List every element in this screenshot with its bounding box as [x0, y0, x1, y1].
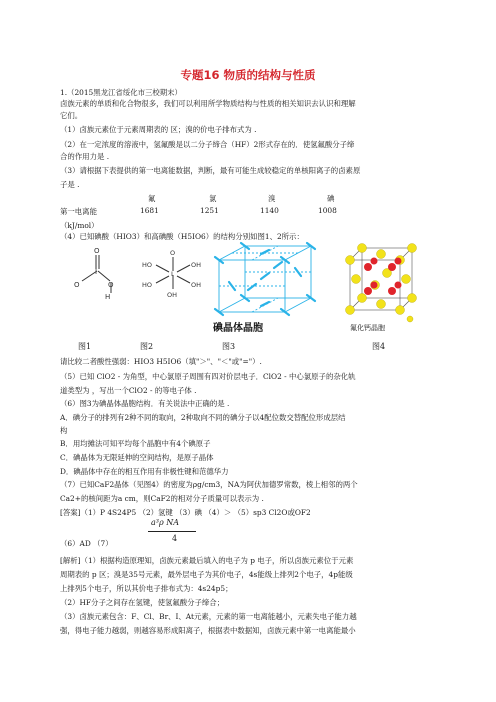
explanation-line: [解析]（1）根据构造原理知，卤族元素最后填入的电子为 p 电子，所以卤族元素位于元素 [60, 556, 354, 565]
answer-line: （6）AD （7） [60, 539, 113, 548]
table-header: 碘 [327, 194, 335, 203]
option-c: C．碘晶体为无限延伸的空间结构，是原子晶体 [60, 453, 214, 462]
svg-text:O: O [108, 281, 114, 289]
fig1-caption: 图1 [78, 342, 92, 351]
answer-line: [答案]（1）P 4S24P5 （2）氢键 （3）碘 （4）＞ （5）sp3 Cl2O或OF2 [60, 508, 311, 517]
table-cell: 1008 [318, 206, 337, 215]
sub-question-1: （1）卤族元素位于元素周期表的 区；溴的价电子排布式为 . [60, 125, 257, 134]
explanation-line: 周期表的 p 区；溴是35号元素，最外层电子为其价电子，4s能级上排列2个电子，4p能级 [60, 570, 353, 579]
hio3-structure-figure [68, 243, 128, 299]
sub-question-3: （3）请根据下表提供的第一电离能数据，判断，最有可能生成较稳定的单核阳离子的卤素原 [60, 166, 361, 175]
table-cell: 1681 [140, 206, 159, 215]
explanation-line: 强，得电子能力越弱，则越容易形成阳离子，根据表中数据知，卤族元素中第一电离能最小 [60, 626, 356, 635]
sub-question-7: Ca2+的核间距为a cm，则CaF2的相对分子质量可以表示为 . [60, 494, 264, 503]
svg-text:O: O [74, 281, 80, 289]
sub-question-6: （6）图3为碘晶体晶胞结构．有关说法中正确的是 . [60, 399, 230, 408]
svg-text:OH: OH [191, 281, 202, 289]
table-row-label: 第一电离能 [60, 207, 97, 216]
sub-question-5: （5）已知 ClO2 - 为角型，中心氯原子周围有四对价层电子．ClO2 - 中心氯原子的杂化轨 [60, 372, 356, 381]
svg-text:O: O [170, 249, 176, 257]
explanation-line: （3）卤族元素包含：F、Cl、Br、I、At元素，元素的第一电离能越小，元素失电子能力越 [60, 612, 357, 621]
svg-text:H: H [105, 293, 111, 299]
svg-text:I: I [95, 268, 98, 276]
sub-question-4-compare: 请比较二者酸性强弱：HIO3 H5IO6（填"＞"、"＜"或"="）. [60, 357, 262, 366]
table-header: 氟 [148, 194, 156, 203]
svg-text:O: O [94, 247, 100, 255]
formula-numerator: a³ρ NA [151, 518, 179, 527]
option-b: B．用均摊法可知平均每个晶胞中有4个碘原子 [60, 439, 211, 448]
svg-text:HO: HO [142, 261, 153, 269]
svg-text:HO: HO [142, 281, 153, 289]
iodine-crystal-cell-figure [205, 238, 335, 338]
caf2-crystal-cell-figure [344, 240, 420, 335]
formula-denominator: 4 [172, 534, 178, 543]
option-a: 构 [60, 426, 68, 435]
explanation-line: （2）HF分子之间存在氢键，使氢氟酸分子缔合； [60, 598, 225, 607]
svg-text:OH: OH [191, 261, 202, 269]
sub-question-5: 道类型为 ，写出一个ClO2 - 的等电子体 . [60, 386, 197, 395]
intro-line: 它们。 [60, 111, 83, 120]
explanation-line: 上排列5个电子，所以其价电子排布式为：4s24p5； [60, 584, 233, 593]
sub-question-2: 合的作用力是 . [60, 152, 110, 161]
option-d: D．碘晶体中存在的相互作用有非极性键和范德华力 [60, 467, 229, 476]
table-cell: 1251 [200, 206, 219, 215]
fig4-caption: 图4 [372, 342, 386, 351]
svg-text:OH: OH [167, 291, 178, 299]
h5io6-structure-figure [138, 245, 208, 301]
table-header: 溴 [268, 194, 276, 203]
option-a: A．碘分子的排列有2种不同的取向，2种取向不同的碘分子以4配位数交替配位形成层结 [60, 413, 346, 422]
sub-question-7: （7）已知CaF2晶体（见图4）的密度为ρg/cm3，NA为阿伏加德罗常数，棱上相邻的两个 [60, 480, 358, 489]
fig2-caption: 图2 [140, 342, 154, 351]
intro-line: 卤族元素的单质和化合物很多，我们可以利用所学物质结构与性质的相关知识去认识和理解 [60, 99, 356, 108]
table-header: 氯 [209, 194, 217, 203]
question-header: 1.（2015黑龙江省绥化市三校期末） [60, 88, 182, 97]
page-title: 专题16 物质的结构与性质 [180, 68, 316, 82]
fig4-label: 氟化钙晶胞 [350, 324, 385, 332]
sub-question-2: （2）在一定浓度的溶液中，氢氟酸是以二分子缔合（HF）2形式存在的．使氢氟酸分子缔 [60, 140, 355, 149]
fig3-label: 碘晶体晶胞 [213, 323, 263, 334]
svg-text:I: I [171, 270, 173, 278]
sub-question-3: 子是 . [60, 180, 80, 189]
fig3-caption: 图3 [222, 342, 236, 351]
fraction-bar [148, 531, 196, 532]
table-cell: 1140 [260, 206, 279, 215]
sub-question-4: （4）已知碘酸（HIO3）和高碘酸（H5IO6）的结构分别如图1、2所示： [60, 232, 304, 241]
table-unit: （kJ/mol） [60, 221, 99, 230]
